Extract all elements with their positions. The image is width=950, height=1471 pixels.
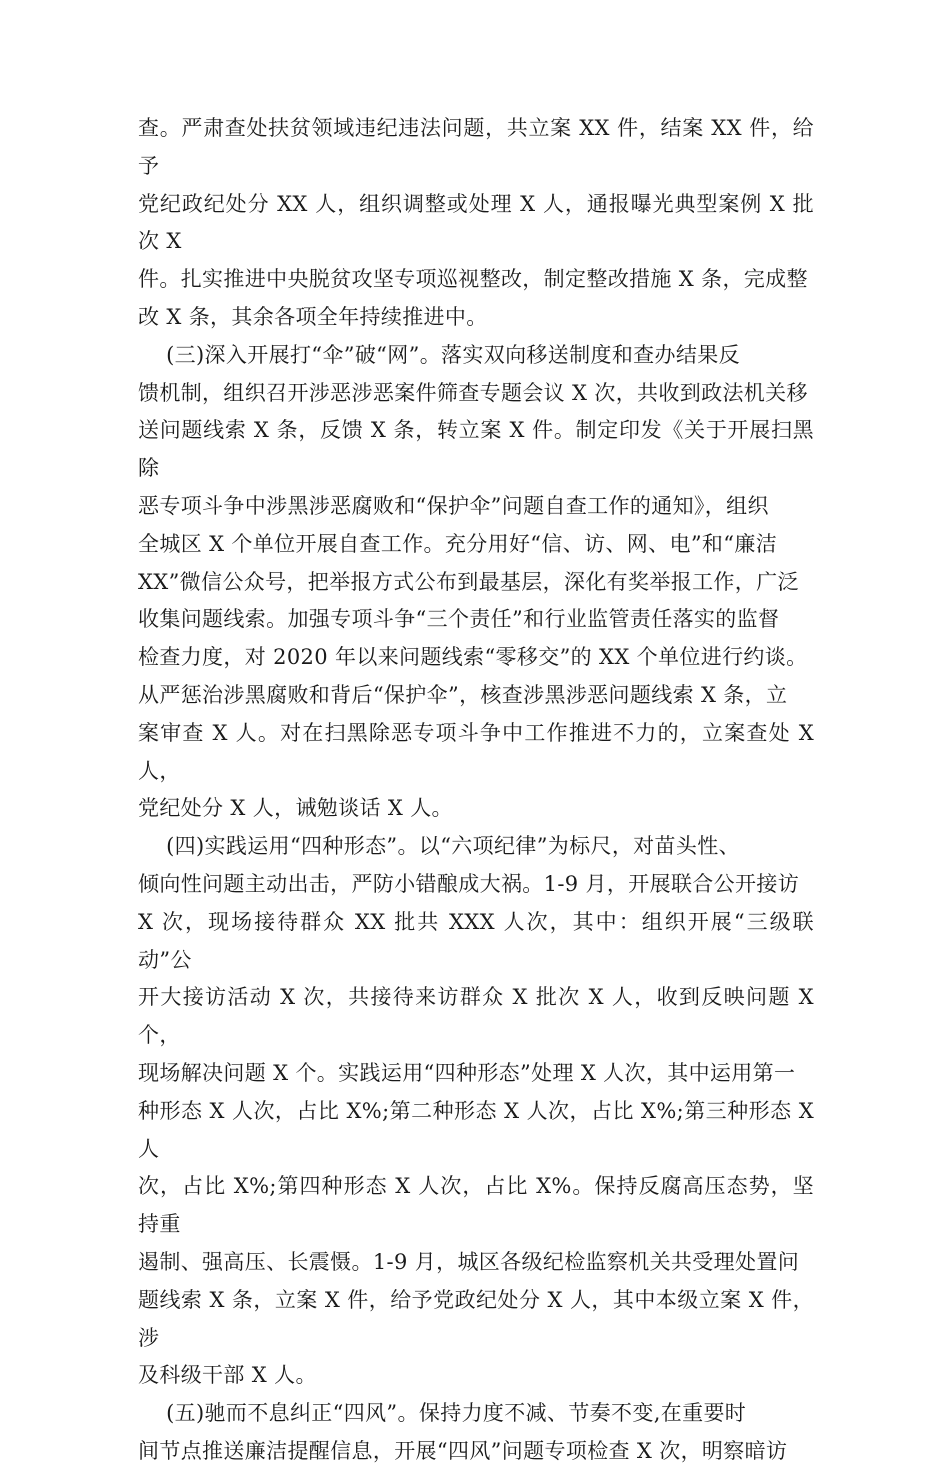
text-line: 开大接访活动 X 次，共接待来访群众 X 批次 X 人，收到反映问题 X 个， (138, 985, 822, 1048)
text-line: X 次，现场接待群众 XX 批共 XXX 人次，其中：组织开展“三级联动”公 (138, 909, 814, 972)
text-line: (四)实践运用“四种形态”。以“六项纪律”为标尺，对苗头性、 (166, 834, 740, 859)
text-line: 从严惩治涉黑腐败和背后“保护伞”，核查涉黑涉恶问题线索 X 条，立 (138, 682, 788, 707)
paragraph-continuation (138, 110, 814, 337)
text-line: 恶专项斗争中涉黑涉恶腐败和“保护伞”问题自查工作的通知》，组织 (138, 493, 769, 518)
text-line: 党纪处分 X 人，诫勉谈话 X 人。 (138, 796, 453, 821)
text-line: 次，占比 X%;第四种形态 X 人次，占比 X%。保持反腐高压态势，坚持重 (138, 1174, 814, 1237)
text-line: (五)驰而不息纠正“四风”。保持力度不减、节奏不变,在重要时 (166, 1401, 747, 1426)
text-line: 遏制、强高压、长震慑。1-9 月，城区各级纪检监察机关共受理处置问 (138, 1249, 800, 1274)
text-line: 间节点推送廉洁提醒信息，开展“四风”问题专项检查 X 次，明察暗访 (138, 1438, 788, 1463)
text-line: 查。严肃查处扶贫领域违纪违法问题，共立案 XX 件，结案 XX 件，给予 (138, 116, 814, 178)
text-line: 全城区 X 个单位开展自查工作。充分用好“信、访、网、电”和“廉洁 (138, 531, 778, 556)
text-line: 党纪政纪处分 XX 人，组织调整或处理 X 人，通报曝光典型案例 X 批次 X (138, 191, 814, 254)
text-line: 收集问题线索。加强专项斗争“三个责任”和行业监管责任落实的监督 (138, 607, 780, 632)
text-line: 件。扎实推进中央脱贫攻坚专项巡视整改，制定整改措施 X 条，完成整 (138, 267, 808, 292)
text-line: 现场解决问题 X 个。实践运用“四种形态”处理 X 人次，其中运用第一 (138, 1060, 796, 1085)
text-line: 及科级干部 X 人。 (138, 1363, 317, 1388)
text-line: 送问题线索 X 条，反馈 X 条，转立案 X 件。制定印发《关于开展扫黑除 (138, 418, 814, 481)
text-line: 馈机制，组织召开涉恶涉恶案件筛查专题会议 X 次，共收到政法机关移 (138, 380, 808, 405)
text-line: 改 X 条，其余各项全年持续推进中。 (138, 304, 488, 329)
text-line: XX”微信公众号，把举报方式公布到最基层，深化有奖举报工作，广泛 (138, 569, 799, 594)
paragraph-section-5 (138, 1395, 814, 1471)
document-body (138, 110, 822, 1471)
text-line: 检查力度，对 2020 年以来问题线索“零移交”的 XX 个单位进行约谈。 (138, 645, 808, 670)
text-line: 种形态 X 人次，占比 X%;第二种形态 X 人次，占比 X%;第三种形态 X 人 (138, 1098, 822, 1161)
text-line: 题线索 X 条，立案 X 件，给予党政纪处分 X 人，其中本级立案 X 件，涉 (138, 1287, 814, 1350)
paragraph-section-4 (138, 828, 822, 1395)
text-line: 倾向性问题主动出击，严防小错酿成大祸。1-9 月，开展联合公开接访 (138, 871, 800, 896)
paragraph-section-3 (138, 337, 822, 828)
text-line: (三)深入开展打“伞”破“网”。落实双向移送制度和查办结果反 (166, 342, 740, 367)
text-line: 案审查 X 人。对在扫黑除恶专项斗争中工作推进不力的，立案查处 X 人， (138, 720, 822, 783)
